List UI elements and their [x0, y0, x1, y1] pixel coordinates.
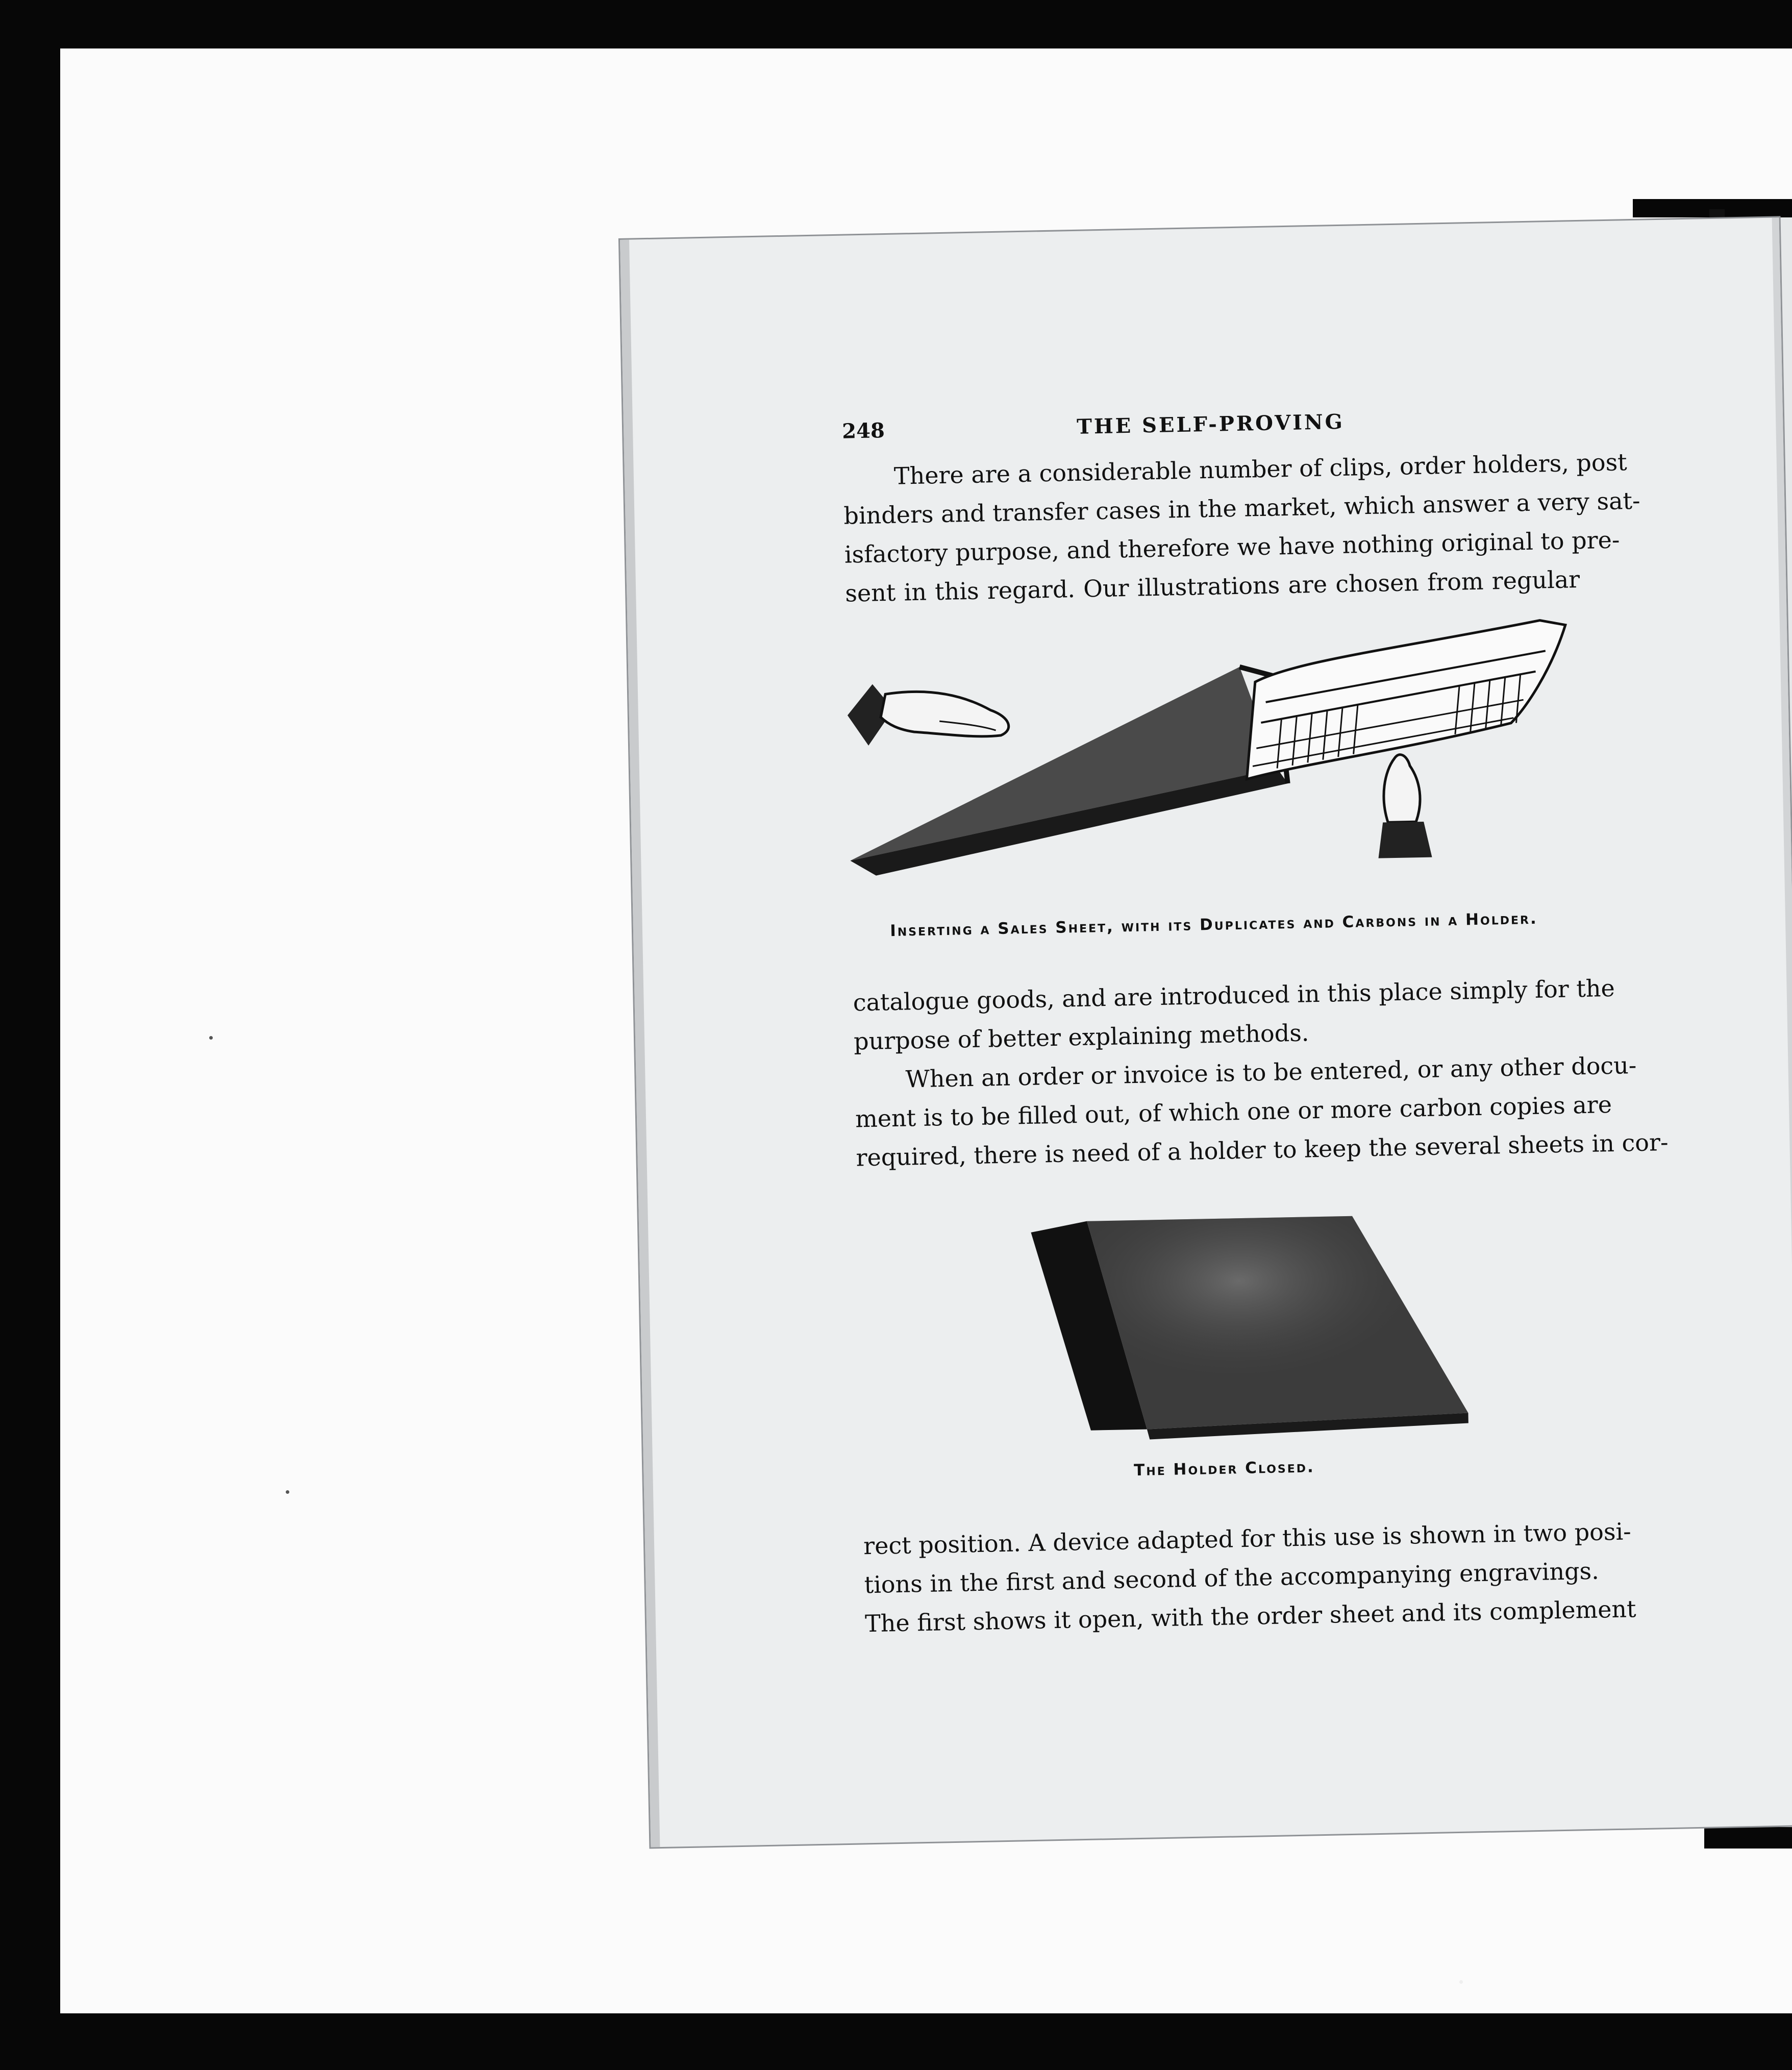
holder-closed-illustration [1026, 1209, 1489, 1452]
paragraph-4 [863, 1513, 1636, 1643]
text-line: required, there is need of a holder to keep the several sheets in cor- [856, 1128, 1669, 1172]
text-line: binders and transfer cases in the market, which answer a very sat- [843, 486, 1641, 530]
left-hand-icon [847, 682, 1009, 746]
book-page [620, 217, 1792, 1847]
scan-speck [1459, 1980, 1463, 1984]
figure-1-caption: Inserting a Sales Sheet, with its Duplicates and Carbons in a Holder. [889, 909, 1538, 941]
scan-border-left [0, 0, 60, 2070]
text-line: isfactory purpose, and therefore we have nothing original to pre- [844, 526, 1620, 569]
paragraph-2 [853, 969, 1615, 1061]
text-line: The first shows it open, with the order sheet and its complement [864, 1595, 1636, 1638]
text-line: sent in this regard. Our illustrations are chosen from regular [844, 565, 1580, 607]
scan-border-top [0, 0, 1792, 48]
right-hand-icon [1377, 754, 1432, 858]
page-number: 248 [841, 418, 885, 443]
running-title: THE SELF-PROVING [1076, 409, 1345, 439]
holder-open-illustration [836, 614, 1606, 904]
sales-sheet [1244, 620, 1569, 779]
text-line: When an order or invoice is to be entered, or any other docu- [905, 1051, 1637, 1093]
scan-border-bottom [0, 2013, 1792, 2070]
text-line: ment is to be filled out, of which one or more carbon copies are [855, 1090, 1612, 1133]
scan-speck [286, 1490, 289, 1494]
text-line: There are a considerable number of clips, order holders, post [893, 448, 1628, 490]
figure-2-caption: The Holder Closed. [1133, 1458, 1315, 1480]
text-line: rect position. A device adapted for this use is shown in two posi- [863, 1517, 1632, 1560]
text-line: catalogue goods, and are introduced in this place simply for the [853, 974, 1615, 1017]
paragraph-1 [842, 443, 1641, 613]
text-line: tions in the first and second of the accompanying engravings. [864, 1557, 1600, 1599]
book-clip-bottom [1704, 1827, 1792, 1849]
text-line: purpose of better explaining methods. [853, 1019, 1309, 1055]
scan-speck [209, 1036, 213, 1040]
paragraph-3 [854, 1047, 1669, 1177]
